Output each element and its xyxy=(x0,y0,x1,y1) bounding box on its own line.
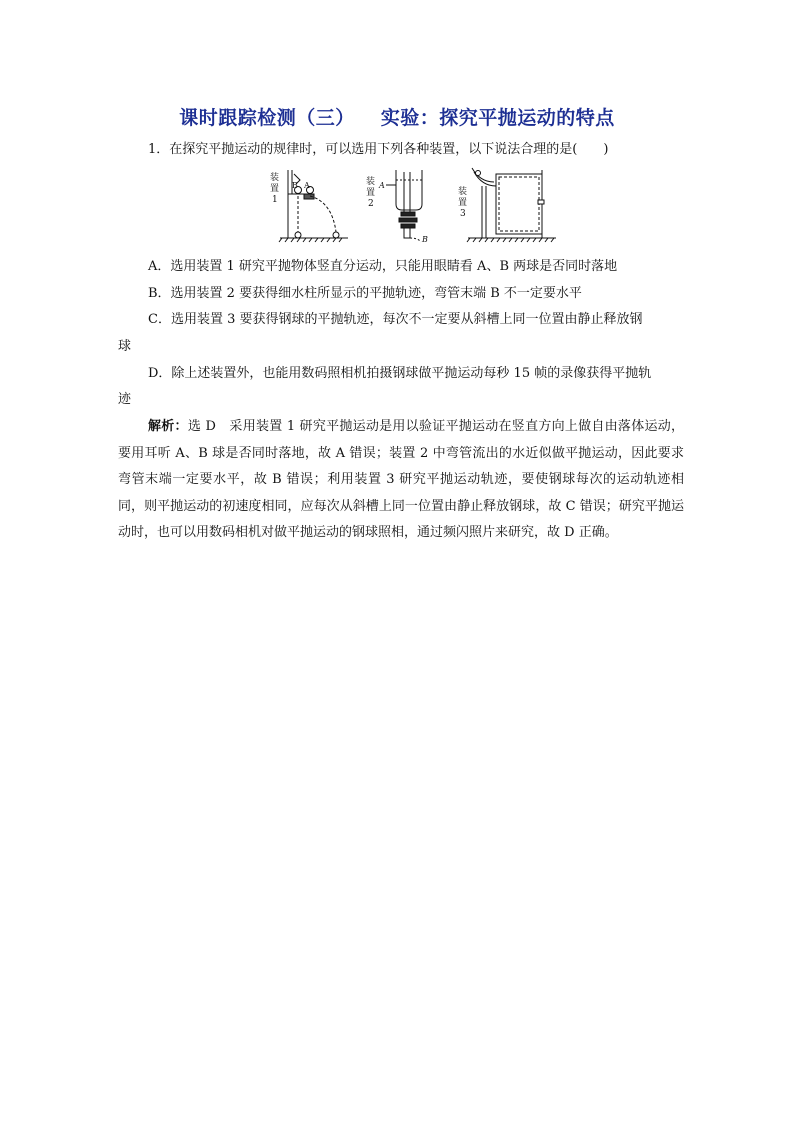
device-2-label-1: 装 xyxy=(366,177,376,187)
title-part-1: 课时跟踪检测（三） xyxy=(179,107,355,129)
option-b: B．选用装置 2 要获得细水柱所显示的平抛轨迹，弯管末端 B 不一定要水平 xyxy=(148,286,582,301)
device-2-diagram xyxy=(366,170,428,244)
option-c-line-2: 球 xyxy=(118,339,132,354)
device-3-label-2: 置 xyxy=(458,198,468,208)
apparatus-figure xyxy=(258,166,558,248)
device-2-label-3: 2 xyxy=(368,199,374,209)
title-part-2: 实验：探究平抛运动的特点 xyxy=(380,107,615,129)
page-title xyxy=(0,103,794,130)
question-stem: 1．在探究平抛运动的规律时，可以选用下列各种装置，以下说法合理的是( ) xyxy=(148,142,609,157)
analysis-label: 解析： xyxy=(148,419,188,434)
device-1-label-2: 置 xyxy=(270,184,280,194)
option-d-line-2: 迹 xyxy=(118,392,132,407)
analysis-paragraph xyxy=(118,414,684,547)
device-1-label-3: 1 xyxy=(272,195,278,205)
device-1-label-b: B xyxy=(292,181,298,190)
device-1-label-1: 装 xyxy=(270,173,280,183)
option-d-line-1: D．除上述装置外，也能用数码照相机拍摄钢球做平抛运动每秒 15 帧的录像获得平抛轨 xyxy=(148,366,652,381)
device-2-label-2: 置 xyxy=(366,188,376,198)
analysis-text: 选 D 采用装置 1 研究平抛运动是用以验证平抛运动在竖直方向上做自由落体运动，要用耳听 A、B 球是否同时落地，故 A 错误；装置 2 中弯管流出的水近似做平抛运动，因此要求弯管末端一定要水平，故 B 错误；利用装置 3 研究平抛运动轨迹，要使钢球每次的运动轨迹相同，则平抛运动的初速度相同，应每次从斜槽上同一位置由静止释放钢球，故 C 错误；研究平抛运动时，也可以用数码相机对做平抛运动的钢球照相，通过频闪照片来研究，故 D 正确。 xyxy=(118,419,684,540)
device-2-label-a: A xyxy=(379,181,385,190)
device-3-diagram xyxy=(458,168,556,242)
device-1-diagram xyxy=(270,170,348,242)
device-3-label-3: 3 xyxy=(460,209,466,219)
device-3-label-1: 装 xyxy=(458,187,468,197)
option-c-line-1: C．选用装置 3 要获得钢球的平抛轨迹，每次不一定要从斜槽上同一位置由静止释放钢 xyxy=(148,312,643,327)
device-1-label-a: A xyxy=(304,181,310,190)
option-a: A．选用装置 1 研究平抛物体竖直分运动，只能用眼睛看 A、B 两球是否同时落地 xyxy=(148,259,618,274)
device-2-label-b: B xyxy=(422,235,428,244)
